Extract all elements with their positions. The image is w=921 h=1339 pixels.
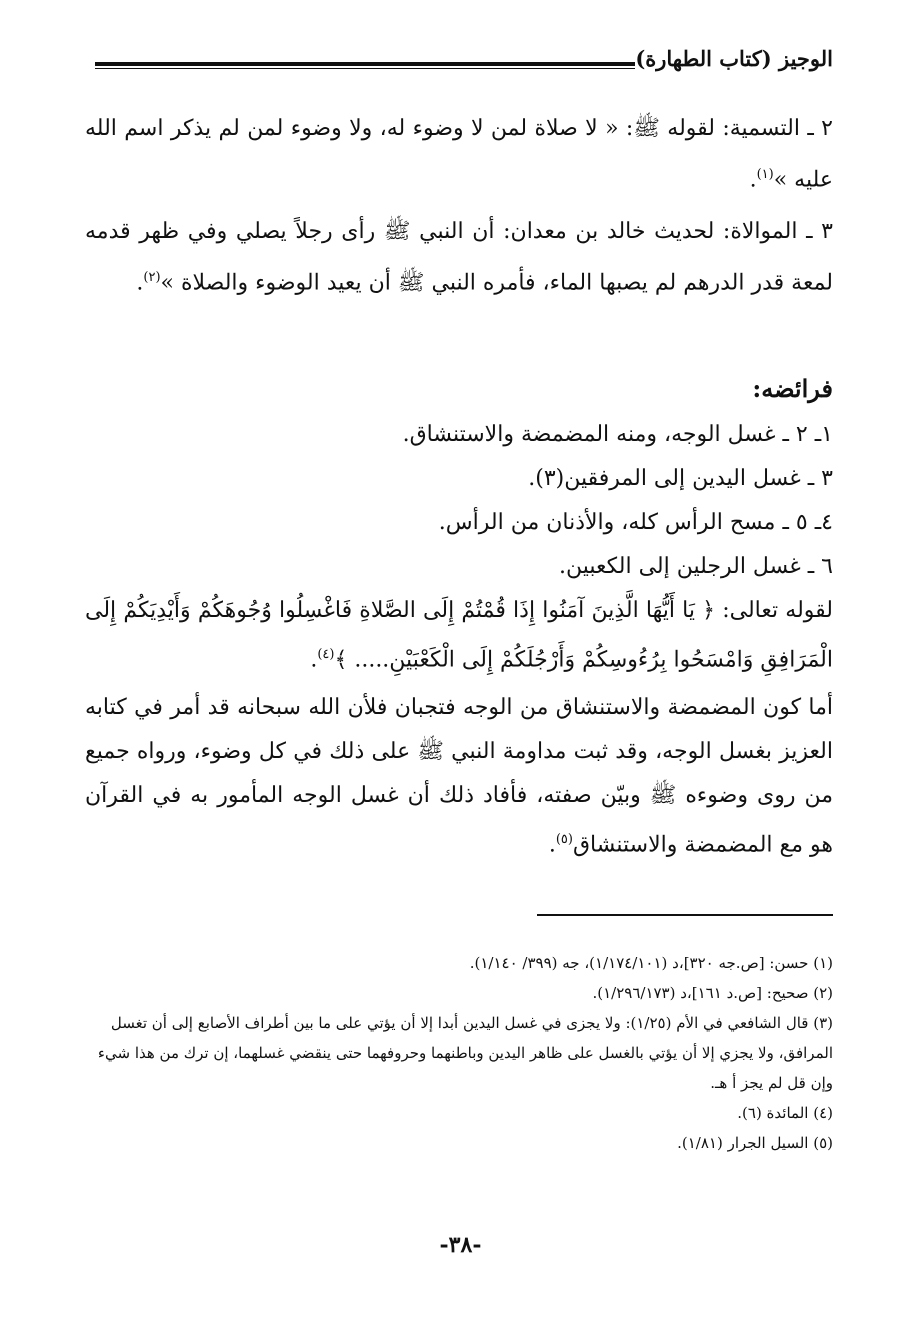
footnote: (٤) المائدة (٦). bbox=[737, 1104, 833, 1122]
page-number: -٣٨- bbox=[439, 1232, 482, 1258]
paragraph-tasmiya: ٢ ـ التسمية: لقوله ﷺ: « لا صلاة لمن لا وضوء له، ولا وضوء لمن لم يذكر اسم الله عليه »$^{(١)}$. bbox=[85, 116, 833, 193]
obligations-list bbox=[85, 413, 833, 589]
header-title: الوجيز (كتاب الطهارة) bbox=[635, 46, 833, 71]
main-text bbox=[85, 106, 833, 867]
footnote: (٣) قال الشافعي في الأم (١/٢٥): ولا يجزى في غسل اليدين أبدا إلا أن يؤتي على ما بين أطراف الأصابع إلى أن تغسل المرافق، ولا يجزي إلا أن يؤتي بالغسل على ظاهر اليدين وباطنهما وحروفهما حتى ينقضي غسلهما، إن ترك من هذا شيء وإن قل لم يجز أ هـ. bbox=[97, 1014, 833, 1092]
footnote-ref-4: (٤) bbox=[317, 646, 335, 662]
list-item: ١ـ ٢ ـ غسل الوجه، ومنه المضمضة والاستنشاق. bbox=[402, 421, 833, 447]
footnote: (٥) السيل الجرار (١/٨١). bbox=[677, 1134, 833, 1152]
footnote-ref-1: (١) bbox=[756, 167, 774, 182]
paragraph-madmada-text: أما كون المضمضة والاستنشاق من الوجه فتجبان فلأن الله سبحانه قد أمر في كتابه العزيز بغسل الوجه، وقد ثبت مداومة النبي ﷺ على ذلك في كل وضوء، ورواه جميع من روى وضوءه ﷺ وبيّن صفته، فأفاد ذلك أن غسل الوجه المأمور به في القرآن هو مع المضمضة والاستنشاق bbox=[85, 694, 833, 858]
list-item: ٣ ـ غسل اليدين إلى المرفقين(٣). bbox=[528, 465, 833, 491]
quran-verse-text: لقوله تعالى: ﴿ يَا أَيُّهَا الَّذِينَ آمَنُوا إِذَا قُمْتُمْ إِلَى الصَّلاةِ فَاغْسِلُوا وُجُوهَكُمْ وَأَيْدِيَكُمْ إِلَى الْمَرَافِقِ وَامْسَحُوا بِرُءُوسِكُمْ وَأَرْجُلَكُمْ إِلَى الْكَعْبَيْنِ..... ﴾ bbox=[85, 597, 833, 672]
footnote: (٢) صحيح: [ص.د ١٦١]،د (١/٢٩٦/١٧٣). bbox=[592, 984, 833, 1002]
footnotes bbox=[85, 948, 833, 1158]
section-title: فرائضه: bbox=[752, 373, 833, 403]
footnote-separator bbox=[537, 914, 833, 916]
footnote: (١) حسن: [ص.جه ٣٢٠]،د (١/١٧٤/١٠١)، جه (٣٩٩/ ١/١٤٠). bbox=[469, 954, 833, 972]
list-item: ٤ـ ٥ ـ مسح الرأس كله، والأذنان من الرأس. bbox=[438, 509, 833, 535]
list-item: ٦ ـ غسل الرجلين إلى الكعبين. bbox=[558, 553, 833, 579]
header-rule bbox=[95, 62, 635, 66]
quran-verse: لقوله تعالى: ﴿ يَا أَيُّهَا الَّذِينَ آمَنُوا إِذَا قُمْتُمْ إِلَى الصَّلاةِ فَاغْسِلُوا وُجُوهَكُمْ وَأَيْدِيَكُمْ إِلَى الْمَرَافِقِ وَامْسَحُوا بِرُءُوسِكُمْ وَأَرْجُلَكُمْ إِلَى الْكَعْبَيْنِ..... ﴾$^{(٤)}$. bbox=[85, 597, 833, 672]
paragraph-madmada: أما كون المضمضة والاستنشاق من الوجه فتجبان فلأن الله سبحانه قد أمر في كتابه العزيز بغسل الوجه، وقد ثبت مداومة النبي ﷺ على ذلك في كل وضوء، ورواه جميع من روى وضوءه ﷺ وبيّن صفته، فأفاد ذلك أن غسل الوجه المأمور به في القرآن هو مع المضمضة والاستنشاق$^{(٥)}$. bbox=[85, 694, 833, 858]
footnote-ref-2: (٢) bbox=[143, 270, 161, 286]
paragraph-tasmiya-text: ٢ ـ التسمية: لقوله ﷺ: « لا صلاة لمن لا وضوء له، ولا وضوء لمن لم يذكر اسم الله عليه » bbox=[85, 116, 833, 193]
footnote-ref-5: (٥) bbox=[555, 831, 573, 847]
running-header bbox=[95, 40, 833, 80]
paragraph-muwalat-text: ٣ ـ الموالاة: لحديث خالد بن معدان: أن النبي ﷺ رأى رجلاً يصلي وفي ظهر قدمه لمعة قدر الدرهم لم يصبها الماء، فأمره النبي ﷺ أن يعيد الوضوء والصلاة » bbox=[85, 219, 833, 296]
paragraph-muwalat: ٣ ـ الموالاة: لحديث خالد بن معدان: أن النبي ﷺ رأى رجلاً يصلي وفي ظهر قدمه لمعة قدر الدرهم لم يصبها الماء، فأمره النبي ﷺ أن يعيد الوضوء والصلاة »$^{(٢)}$. bbox=[85, 219, 833, 296]
